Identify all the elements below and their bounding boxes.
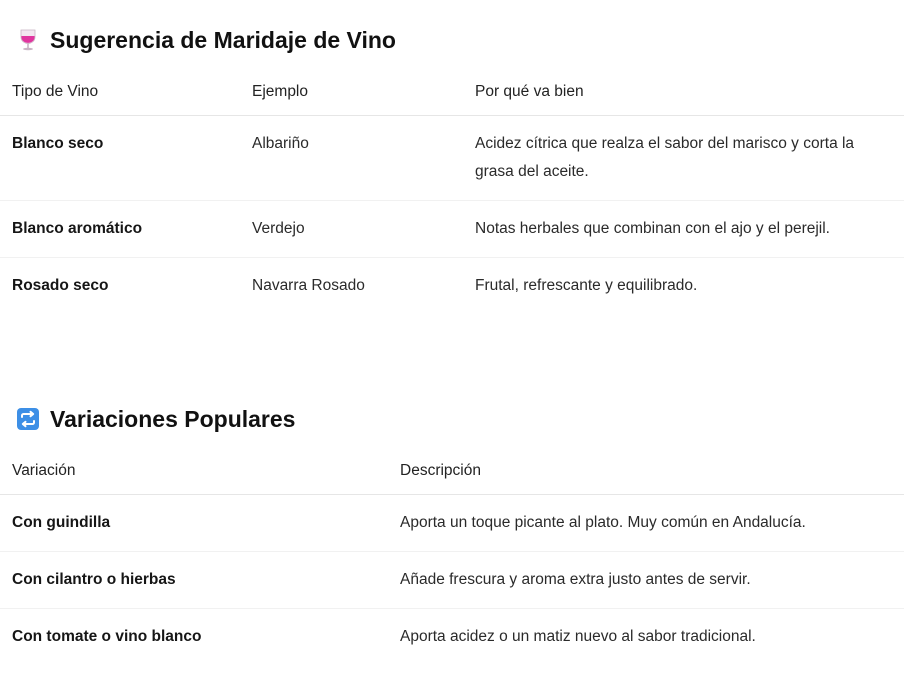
column-header-wine-type: Tipo de Vino [0, 69, 240, 116]
wine-pairing-title: Sugerencia de Maridaje de Vino [50, 26, 396, 53]
table-header-row [0, 448, 904, 495]
table-row [0, 495, 904, 552]
variations-title: Variaciones Populares [50, 405, 296, 432]
wine-type-cell: Blanco seco [0, 116, 240, 201]
table-header-row [0, 69, 904, 116]
variation-cell: Con tomate o vino blanco [12, 628, 202, 645]
table-row [0, 552, 904, 609]
column-header-example: Ejemplo [240, 69, 463, 116]
wine-type-cell: Blanco aromático [0, 201, 240, 258]
description-cell: Añade frescura y aroma extra justo antes de servir. [388, 552, 904, 609]
column-header-why: Por qué va bien [463, 69, 904, 116]
variations-table [0, 448, 904, 665]
wine-pairing-table [0, 69, 904, 314]
table-row [0, 116, 904, 201]
description-cell: Aporta un toque picante al plato. Muy común en Andalucía. [388, 495, 904, 552]
variations-heading [16, 403, 920, 435]
variation-cell: Con cilantro o hierbas [0, 552, 388, 609]
why-cell: Frutal, refrescante y equilibrado. [475, 277, 698, 294]
table-row [0, 609, 904, 666]
variation-cell: Con guindilla [0, 495, 388, 552]
wine-pairing-section [0, 24, 920, 314]
column-header-variation: Variación [0, 448, 388, 495]
table-row [0, 201, 904, 258]
example-cell: Navarra Rosado [252, 277, 365, 294]
table-row [0, 258, 904, 315]
wine-glass-icon [16, 28, 40, 52]
wine-pairing-heading [16, 24, 920, 56]
wine-type-cell: Rosado seco [12, 277, 109, 294]
example-cell: Albariño [240, 116, 463, 201]
repeat-arrows-icon [16, 407, 40, 431]
column-header-description: Descripción [388, 448, 904, 495]
why-cell: Notas herbales que combinan con el ajo y el perejil. [463, 201, 904, 258]
example-cell: Verdejo [240, 201, 463, 258]
why-cell: Acidez cítrica que realza el sabor del marisco y corta la grasa del aceite. [463, 116, 904, 201]
description-cell: Aporta acidez o un matiz nuevo al sabor tradicional. [400, 628, 756, 645]
variations-section [0, 403, 920, 665]
